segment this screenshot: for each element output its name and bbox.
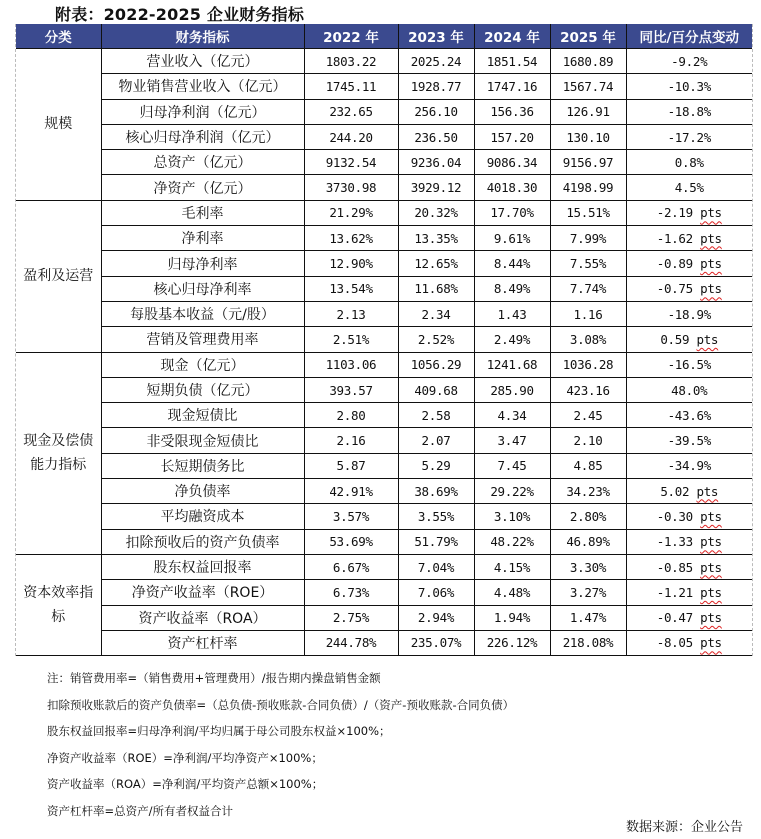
change-value: 48.0% — [671, 382, 708, 398]
indicator-cell: 资产杠杆率 — [101, 630, 304, 655]
value-2024-cell: 1747.16 — [474, 74, 550, 99]
value-2024-cell: 9086.34 — [474, 150, 550, 175]
value-2022-cell: 21.29% — [304, 200, 398, 225]
indicator-cell: 净资产（亿元） — [101, 175, 304, 200]
footnote: 资产杠杆率=总资产/所有者权益合计 — [47, 803, 234, 818]
indicator-cell: 现金（亿元） — [101, 352, 304, 377]
value-2022-cell: 1803.22 — [304, 49, 398, 74]
value-2025-cell: 3.08% — [550, 327, 626, 352]
change-value: -9.2% — [671, 53, 708, 69]
table-row — [16, 200, 752, 225]
value-2022-cell: 232.65 — [304, 99, 398, 124]
value-2024-cell: 8.44% — [474, 251, 550, 276]
value-2024-cell: 8.49% — [474, 276, 550, 301]
change-value: 4.5% — [674, 180, 704, 196]
indicator-cell: 每股基本收益（元/股） — [101, 301, 304, 326]
value-2024-cell: 156.36 — [474, 99, 550, 124]
indicator-cell: 净负债率 — [101, 479, 304, 504]
indicator-cell: 平均融资成本 — [101, 504, 304, 529]
value-2022-cell: 13.54% — [304, 276, 398, 301]
change-cell — [626, 529, 752, 554]
change-cell — [626, 504, 752, 529]
table-row — [16, 99, 752, 124]
table-body — [16, 49, 752, 656]
value-2025-cell: 423.16 — [550, 377, 626, 402]
value-2022-cell: 2.51% — [304, 327, 398, 352]
change-unit: pts — [700, 508, 722, 524]
value-2023-cell: 2.94% — [398, 605, 474, 630]
change-value: -8.05 — [656, 635, 693, 651]
indicator-cell: 归母净利率 — [101, 251, 304, 276]
table-row — [16, 504, 752, 529]
value-2024-cell: 1.94% — [474, 605, 550, 630]
value-2023-cell: 236.50 — [398, 124, 474, 149]
footnote: 资产收益率（ROA）=净利润/平均资产总额×100%； — [47, 777, 324, 791]
change-unit: pts — [696, 483, 719, 499]
value-2025-cell: 130.10 — [550, 124, 626, 149]
table-row — [16, 301, 752, 326]
change-unit: pts — [700, 610, 722, 626]
change-value: -1.62 — [656, 230, 693, 246]
change-unit: pts — [700, 230, 722, 246]
change-cell — [626, 428, 752, 453]
value-2024-cell: 7.45 — [474, 453, 550, 478]
change-cell — [626, 580, 752, 605]
value-2023-cell: 9236.04 — [398, 150, 474, 175]
table-row — [16, 276, 752, 301]
value-2023-cell: 235.07% — [398, 630, 474, 655]
value-2022-cell: 3730.98 — [304, 175, 398, 200]
table-row — [16, 175, 752, 200]
change-value: -0.47 — [656, 610, 693, 626]
value-2025-cell: 3.27% — [550, 580, 626, 605]
change-unit: pts — [700, 256, 722, 272]
indicator-cell: 归母净利润（亿元） — [101, 99, 304, 124]
change-value: -0.85 — [656, 559, 693, 575]
value-2024-cell: 285.90 — [474, 377, 550, 402]
header-2024: 2024 年 — [474, 24, 550, 49]
category-cell: 现金及偿债能力指标 — [16, 352, 101, 554]
change-value: -1.21 — [656, 584, 693, 600]
table-row — [16, 428, 752, 453]
value-2025-cell: 126.91 — [550, 99, 626, 124]
value-2023-cell: 12.65% — [398, 251, 474, 276]
indicator-cell: 长短期债务比 — [101, 453, 304, 478]
change-value: -18.8% — [667, 104, 711, 120]
value-2024-cell: 1851.54 — [474, 49, 550, 74]
value-2022-cell: 1103.06 — [304, 352, 398, 377]
data-source: 数据来源：企业公告 — [625, 820, 743, 835]
value-2025-cell: 1567.74 — [550, 74, 626, 99]
table-row — [16, 630, 752, 655]
value-2023-cell: 1056.29 — [398, 352, 474, 377]
indicator-cell: 短期负债（亿元） — [101, 377, 304, 402]
value-2024-cell: 4.34 — [474, 403, 550, 428]
change-unit: pts — [700, 534, 722, 550]
value-2024-cell: 157.20 — [474, 124, 550, 149]
value-2023-cell: 2.34 — [398, 301, 474, 326]
table-row — [16, 150, 752, 175]
header-indicator: 财务指标 — [101, 24, 304, 49]
table-row — [16, 327, 752, 352]
value-2023-cell: 51.79% — [398, 529, 474, 554]
value-2022-cell: 3.57% — [304, 504, 398, 529]
change-value: -34.9% — [667, 458, 711, 474]
value-2025-cell: 1036.28 — [550, 352, 626, 377]
value-2023-cell: 20.32% — [398, 200, 474, 225]
value-2022-cell: 2.16 — [304, 428, 398, 453]
table-row — [16, 580, 752, 605]
table-row — [16, 352, 752, 377]
indicator-cell: 毛利率 — [101, 200, 304, 225]
change-unit: pts — [700, 635, 722, 651]
value-2024-cell: 29.22% — [474, 479, 550, 504]
change-value: 0.59 — [660, 331, 690, 347]
change-cell — [626, 99, 752, 124]
value-2023-cell: 2.58 — [398, 403, 474, 428]
indicator-cell: 总资产（亿元） — [101, 150, 304, 175]
value-2025-cell: 4198.99 — [550, 175, 626, 200]
change-unit: pts — [696, 331, 719, 347]
table-row — [16, 554, 752, 579]
value-2023-cell: 7.06% — [398, 580, 474, 605]
change-cell — [626, 74, 752, 99]
header-2022: 2022 年 — [304, 24, 398, 49]
header-2025: 2025 年 — [550, 24, 626, 49]
value-2022-cell: 1745.11 — [304, 74, 398, 99]
category-cell: 资本效率指标 — [16, 554, 101, 655]
change-cell — [626, 175, 752, 200]
change-cell — [626, 150, 752, 175]
value-2023-cell: 38.69% — [398, 479, 474, 504]
value-2024-cell: 9.61% — [474, 226, 550, 251]
change-cell — [626, 226, 752, 251]
table-row — [16, 453, 752, 478]
value-2025-cell: 2.45 — [550, 403, 626, 428]
change-value: -0.89 — [656, 256, 693, 272]
value-2025-cell: 7.55% — [550, 251, 626, 276]
table-row — [16, 226, 752, 251]
value-2025-cell: 46.89% — [550, 529, 626, 554]
table-row — [16, 479, 752, 504]
table-row — [16, 251, 752, 276]
indicator-cell: 扣除预收后的资产负债率 — [101, 529, 304, 554]
change-cell — [626, 630, 752, 655]
change-cell — [626, 124, 752, 149]
value-2024-cell: 3.10% — [474, 504, 550, 529]
value-2022-cell: 2.13 — [304, 301, 398, 326]
change-cell — [626, 554, 752, 579]
value-2025-cell: 34.23% — [550, 479, 626, 504]
indicator-cell: 资产收益率（ROA） — [101, 605, 304, 630]
value-2023-cell: 1928.77 — [398, 74, 474, 99]
value-2025-cell: 2.10 — [550, 428, 626, 453]
indicator-cell: 核心归母净利率 — [101, 276, 304, 301]
change-unit: pts — [700, 205, 722, 221]
value-2025-cell: 1.47% — [550, 605, 626, 630]
change-unit: pts — [700, 559, 722, 575]
table-row — [16, 74, 752, 99]
table-row — [16, 403, 752, 428]
change-cell — [626, 479, 752, 504]
footnotes — [47, 665, 514, 824]
value-2022-cell: 13.62% — [304, 226, 398, 251]
table-title: 附表：2022-2025 企业财务指标 — [55, 5, 305, 24]
footnote: 股东权益回报率=归母净利润/平均归属于母公司股东权益×100%； — [47, 724, 391, 738]
value-2022-cell: 12.90% — [304, 251, 398, 276]
change-value: -10.3% — [667, 78, 711, 94]
value-2025-cell: 7.99% — [550, 226, 626, 251]
value-2023-cell: 409.68 — [398, 377, 474, 402]
value-2025-cell: 218.08% — [550, 630, 626, 655]
change-value: 0.8% — [674, 154, 704, 170]
change-cell — [626, 200, 752, 225]
value-2024-cell: 48.22% — [474, 529, 550, 554]
value-2022-cell: 2.75% — [304, 605, 398, 630]
value-2023-cell: 256.10 — [398, 99, 474, 124]
change-unit: pts — [700, 281, 722, 297]
value-2025-cell: 7.74% — [550, 276, 626, 301]
value-2025-cell: 4.85 — [550, 453, 626, 478]
value-2024-cell: 1241.68 — [474, 352, 550, 377]
indicator-cell: 营销及管理费用率 — [101, 327, 304, 352]
value-2024-cell: 4.48% — [474, 580, 550, 605]
value-2022-cell: 244.20 — [304, 124, 398, 149]
change-value: -18.9% — [667, 306, 711, 322]
value-2024-cell: 1.43 — [474, 301, 550, 326]
table-row — [16, 605, 752, 630]
value-2023-cell: 11.68% — [398, 276, 474, 301]
table-row — [16, 529, 752, 554]
change-value: -2.19 — [656, 205, 693, 221]
change-cell — [626, 49, 752, 74]
indicator-cell: 净利率 — [101, 226, 304, 251]
change-cell — [626, 377, 752, 402]
category-cell: 盈利及运营 — [16, 200, 101, 352]
change-value: -0.30 — [656, 508, 693, 524]
value-2022-cell: 393.57 — [304, 377, 398, 402]
indicator-cell: 非受限现金短债比 — [101, 428, 304, 453]
value-2022-cell: 9132.54 — [304, 150, 398, 175]
change-cell — [626, 327, 752, 352]
indicator-cell: 现金短债比 — [101, 403, 304, 428]
change-cell — [626, 301, 752, 326]
value-2022-cell: 244.78% — [304, 630, 398, 655]
value-2025-cell: 1.16 — [550, 301, 626, 326]
value-2023-cell: 2.07 — [398, 428, 474, 453]
financial-indicators-table — [16, 24, 752, 656]
value-2025-cell: 9156.97 — [550, 150, 626, 175]
value-2022-cell: 53.69% — [304, 529, 398, 554]
change-cell — [626, 403, 752, 428]
change-cell — [626, 605, 752, 630]
value-2025-cell: 15.51% — [550, 200, 626, 225]
indicator-cell: 股东权益回报率 — [101, 554, 304, 579]
change-value: 5.02 — [660, 483, 690, 499]
footnote: 注：销管费用率=（销售费用+管理费用）/报告期内操盘销售金额 — [47, 671, 381, 685]
value-2024-cell: 17.70% — [474, 200, 550, 225]
value-2022-cell: 2.80 — [304, 403, 398, 428]
header-category: 分类 — [16, 24, 101, 49]
change-cell — [626, 251, 752, 276]
value-2025-cell: 2.80% — [550, 504, 626, 529]
change-value: -16.5% — [667, 357, 711, 373]
change-value: -0.75 — [656, 281, 693, 297]
value-2024-cell: 4018.30 — [474, 175, 550, 200]
change-unit: pts — [700, 584, 722, 600]
footnote: 净资产收益率（ROE）=净利润/平均净资产×100%； — [47, 750, 323, 765]
indicator-cell: 营业收入（亿元） — [101, 49, 304, 74]
change-cell — [626, 276, 752, 301]
table-row — [16, 377, 752, 402]
table-row — [16, 124, 752, 149]
value-2022-cell: 6.67% — [304, 554, 398, 579]
change-cell — [626, 453, 752, 478]
value-2023-cell: 7.04% — [398, 554, 474, 579]
table-header-row — [16, 24, 752, 49]
value-2023-cell: 2.52% — [398, 327, 474, 352]
value-2023-cell: 2025.24 — [398, 49, 474, 74]
financial-table-container — [15, 24, 753, 656]
change-value: -39.5% — [667, 433, 711, 449]
table-row — [16, 49, 752, 74]
indicator-cell: 物业销售营业收入（亿元） — [101, 74, 304, 99]
indicator-cell: 核心归母净利润（亿元） — [101, 124, 304, 149]
value-2024-cell: 226.12% — [474, 630, 550, 655]
value-2022-cell: 5.87 — [304, 453, 398, 478]
value-2024-cell: 3.47 — [474, 428, 550, 453]
change-value: -17.2% — [667, 129, 711, 145]
value-2025-cell: 1680.89 — [550, 49, 626, 74]
header-change: 同比/百分点变动 — [626, 24, 752, 49]
footnote: 扣除预收账款后的资产负债率=（总负债-预收账款-合同负债）/（资产-预收账款-合同负债） — [47, 697, 515, 712]
change-cell — [626, 352, 752, 377]
value-2024-cell: 2.49% — [474, 327, 550, 352]
value-2023-cell: 3929.12 — [398, 175, 474, 200]
value-2022-cell: 6.73% — [304, 580, 398, 605]
value-2023-cell: 13.35% — [398, 226, 474, 251]
indicator-cell: 净资产收益率（ROE） — [101, 580, 304, 605]
value-2024-cell: 4.15% — [474, 554, 550, 579]
change-value: -43.6% — [667, 407, 711, 423]
category-cell: 规模 — [16, 49, 101, 201]
value-2023-cell: 5.29 — [398, 453, 474, 478]
value-2022-cell: 42.91% — [304, 479, 398, 504]
value-2025-cell: 3.30% — [550, 554, 626, 579]
change-value: -1.33 — [656, 534, 693, 550]
header-2023: 2023 年 — [398, 24, 474, 49]
value-2023-cell: 3.55% — [398, 504, 474, 529]
